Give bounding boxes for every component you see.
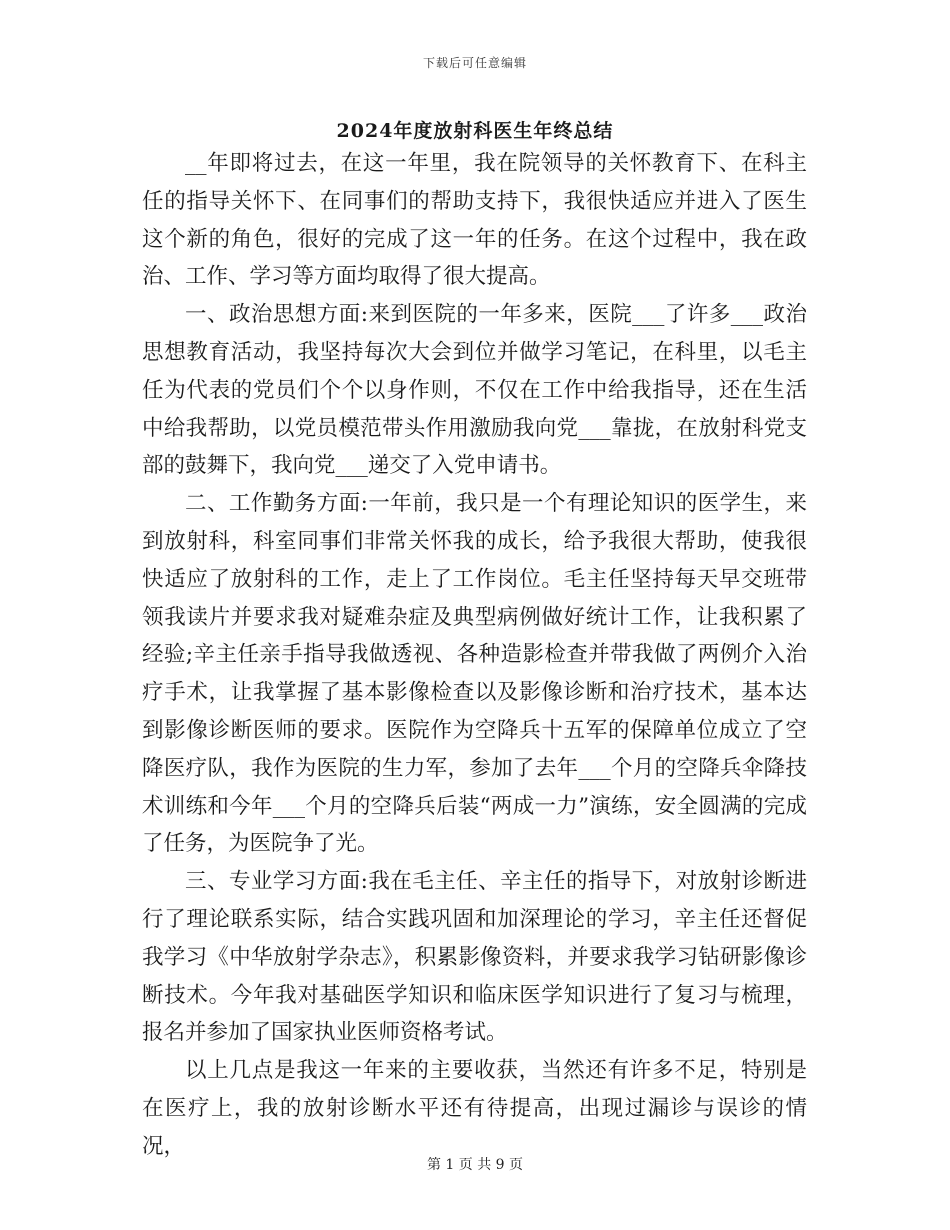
- download-note: 下载后可任意编辑: [422, 56, 527, 70]
- page-number: 第 1 页 共 9 页: [426, 1157, 524, 1173]
- document-title: 2024年度放射科医生年终总结: [336, 120, 614, 142]
- document-body: [142, 145, 807, 1166]
- paragraph-summary: 以上几点是我这一年来的主要收获，当然还有许多不足，特别是在医疗上，我的放射诊断水平还有待提高，出现过漏诊与误诊的情况，: [142, 1058, 807, 1159]
- paragraph-intro: __年即将过去，在这一年里，我在院领导的关怀教育下、在科主任的指导关怀下、在同事们的帮助支持下，我很快适应并进入了医生这个新的角色，很好的完成了这一年的任务。在这个过程中，我在政治、工作、学习等方面均取得了很大提高。: [142, 151, 807, 290]
- paragraph-study: 三、专业学习方面:我在毛主任、辛主任的指导下，对放射诊断进行了理论联系实际，结合实践巩固和加深理论的学习，辛主任还督促我学习《中华放射学杂志》，积累影像资料，并要求我学习钻研影像诊断技术。今年我对基础医学知识和临床医学知识进行了复习与梳理，报名并参加了国家执业医师资格考试。: [142, 869, 807, 1046]
- paragraph-work: 二、工作勤务方面:一年前，我只是一个有理论知识的医学生，来到放射科，科室同事们非常关怀我的成长，给予我很大帮助，使我很快适应了放射科的工作，走上了工作岗位。毛主任坚持每天早交班带领我读片并要求我对疑难杂症及典型病例做好统计工作，让我积累了经验;辛主任亲手指导我做透视、各种造影检查并带我做了两例介入治疗手术，让我掌握了基本影像检查以及影像诊断和治疗技术，基本达到影像诊断医师的要求。医院作为空降兵十五军的保障单位成立了空降医疗队，我作为医院的生力军，参加了去年___个月的空降兵伞降技术训练和今年___个月的空降兵后装“两成一力”演练，安全圆满的完成了任务，为医院争了光。: [142, 491, 807, 857]
- paragraph-political: 一、政治思想方面:来到医院的一年多来，医院___了许多___政治思想教育活动，我坚持每次大会到位并做学习笔记，在科里，以毛主任为代表的党员们个个以身作则，不仅在工作中给我指导，还在生活中给我帮助，以党员模范带头作用激励我向党___靠拢，在放射科党支部的鼓舞下，我向党___递交了入党申请书。: [142, 302, 807, 479]
